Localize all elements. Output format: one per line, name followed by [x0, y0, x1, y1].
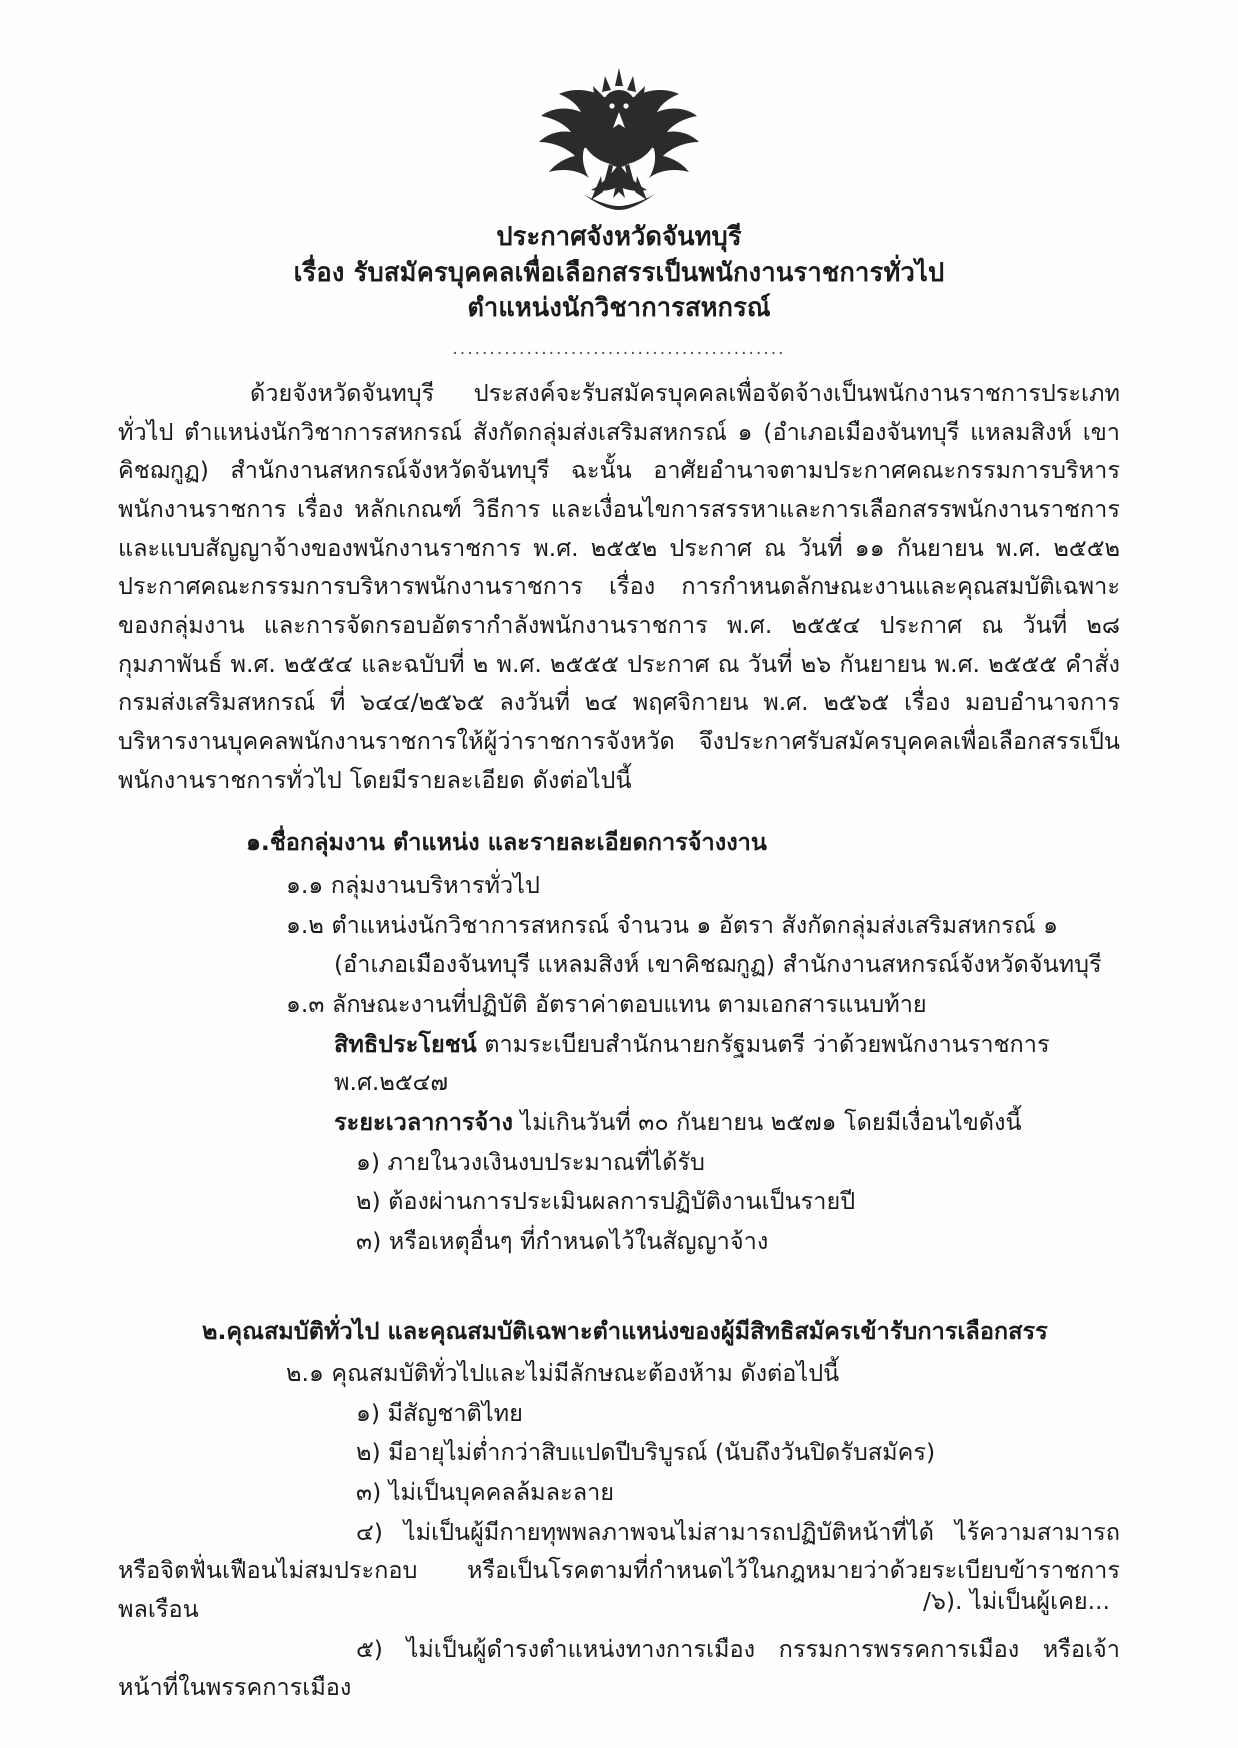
announcement-title-line-2: เรื่อง รับสมัครบุคคลเพื่อเลือกสรรเป็นพนักงานราชการทั่วไป — [293, 257, 945, 288]
item-1-2-line-2: (อำเภอเมืองจันทบุรี แหลมสิงห์ เขาคิชฌกูฏ) สำนักงานสหกรณ์จังหวัดจันทบุรี — [334, 950, 1102, 979]
item-1-2-line-1: ๑.๒ ตำแหน่งนักวิชาการสหกรณ์ จำนวน ๑ อัตรา สังกัดกลุ่มส่งเสริมสหกรณ์ ๑ — [286, 910, 1059, 939]
garuda-emblem — [529, 46, 709, 211]
document-body — [118, 374, 1120, 1707]
condition-item-2: ๒) ต้องผ่านการประเมินผลการปฏิบัติงานเป็นรายปี — [356, 1187, 856, 1216]
qualification-item-4: ๔) ไม่เป็นผู้มีกายทุพพลภาพจนไม่สามารถปฏิบัติหน้าที่ได้ ไร้ความสามารถหรือจิตฟั่นเฟือนไม่สมประกอบ หรือเป็นโรคตามที่กำหนดไว้ในกฎหมายว่าด้วยระเบียบข้าราชการพลเรือน — [118, 1517, 1120, 1624]
emblem-container — [118, 46, 1120, 216]
announcement-title-line-1: ประกาศจังหวัดจันทบุรี — [496, 222, 742, 252]
benefits-text: ตามระเบียบสำนักนายกรัฐมนตรี ว่าด้วยพนักงานราชการ พ.ศ.๒๕๔๗ — [334, 1029, 1050, 1097]
duration-line — [118, 1103, 1120, 1142]
section-1-heading: ๑.ชื่อกลุ่มงาน ตำแหน่ง และรายละเอียดการจ้างงาน — [246, 828, 767, 857]
qualification-item-1: ๑) มีสัญชาติไทย — [356, 1398, 523, 1427]
condition-item-1: ๑) ภายในวงเงินงบประมาณที่ได้รับ — [356, 1147, 705, 1176]
intro-paragraph: ด้วยจังหวัดจันทบุรี ประสงค์จะรับสมัครบุคคลเพื่อจัดจ้างเป็นพนักงานราชการประเภททั่วไป ตำแหน่งนักวิชาการสหกรณ์ สังกัดกลุ่มส่งเสริมสหกรณ์ ๑ (อำเภอเมืองจันทบุรี แหลมสิงห์ เขาคิชฌกูฏ) สำนักงานสหกรณ์จังหวัดจันทบุรี ฉะนั้น อาศัยอำนาจตามประกาศคณะกรรมการบริหารพนักงานราชการ เรื่อง หลักเกณฑ์ วิธีการ และเงื่อนไขการสรรหาและการเลือกสรรพนักงานราชการ และแบบสัญญาจ้างของพนักงานราชการ พ.ศ. ๒๕๕๒ ประกาศ ณ วันที่ ๑๑ กันยายน พ.ศ. ๒๕๕๒ ประกาศคณะกรรมการบริหารพนักงานราชการ เรื่อง การกำหนดลักษณะงานและคุณสมบัติเฉพาะของกลุ่มงาน และการจัดกรอบอัตรากำลังพนักงานราชการ พ.ศ. ๒๕๕๔ ประกาศ ณ วันที่ ๒๘ กุมภาพันธ์ พ.ศ. ๒๕๕๔ และฉบับที่ ๒ พ.ศ. ๒๕๕๕ ประกาศ ณ วันที่ ๒๖ กันยายน พ.ศ. ๒๕๕๕ คำสั่งกรมส่งเสริมสหกรณ์ ที่ ๖๔๔/๒๕๖๕ ลงวันที่ ๒๔ พฤศจิกายน พ.ศ. ๒๕๖๕ เรื่อง มอบอำนาจการบริหารงานบุคคลพนักงานราชการให้ผู้ว่าราชการจังหวัด จึงประกาศรับสมัครบุคคลเพื่อเลือกสรรเป็นพนักงานราชการทั่วไป โดยมีรายละเอียด ดังต่อไปนี้ — [118, 379, 1120, 794]
item-1-1: ๑.๑ กลุ่มงานบริหารทั่วไป — [286, 870, 540, 899]
duration-label: ระยะเวลาการจ้าง — [334, 1107, 513, 1136]
page-continuation-marker: /๖). ไม่เป็นผู้เคย... — [923, 1587, 1110, 1616]
item-1-3: ๑.๓ ลักษณะงานที่ปฏิบัติ อัตราค่าตอบแทน ตามเอกสารแนบท้าย — [286, 989, 927, 1018]
benefits-line — [118, 1025, 1120, 1102]
duration-text: ไม่เกินวันที่ ๓๐ กันยายน ๒๕๗๑ โดยมีเงื่อนไขดังนี้ — [512, 1107, 1022, 1136]
dotted-separator: ............................................. — [452, 339, 786, 360]
condition-item-3: ๓) หรือเหตุอื่นๆ ที่กำหนดไว้ในสัญญาจ้าง — [356, 1226, 769, 1255]
qualification-item-2: ๒) มีอายุไม่ต่ำกว่าสิบแปดปีบริบูรณ์ (นับถึงวันปิดรับสมัคร) — [356, 1438, 936, 1467]
qualification-item-3: ๓) ไม่เป็นบุคคลล้มละลาย — [356, 1478, 615, 1507]
qualification-item-5: ๕) ไม่เป็นผู้ดำรงตำแหน่งทางการเมือง กรรมการพรรคการเมือง หรือเจ้าหน้าที่ในพรรคการเมือง — [118, 1634, 1120, 1702]
benefits-label: สิทธิประโยชน์ — [334, 1029, 477, 1058]
announcement-title-line-3: ตำแหน่งนักวิชาการสหกรณ์ — [467, 293, 771, 324]
section-2-heading: ๒.คุณสมบัติทั่วไป และคุณสมบัติเฉพาะตำแหน่งของผู้มีสิทธิสมัครเข้ารับการเลือกสรร — [202, 1316, 1048, 1345]
title-block — [118, 220, 1120, 327]
item-2-1: ๒.๑ คุณสมบัติทั่วไปและไม่มีลักษณะต้องห้าม ดังต่อไปนี้ — [286, 1359, 840, 1388]
